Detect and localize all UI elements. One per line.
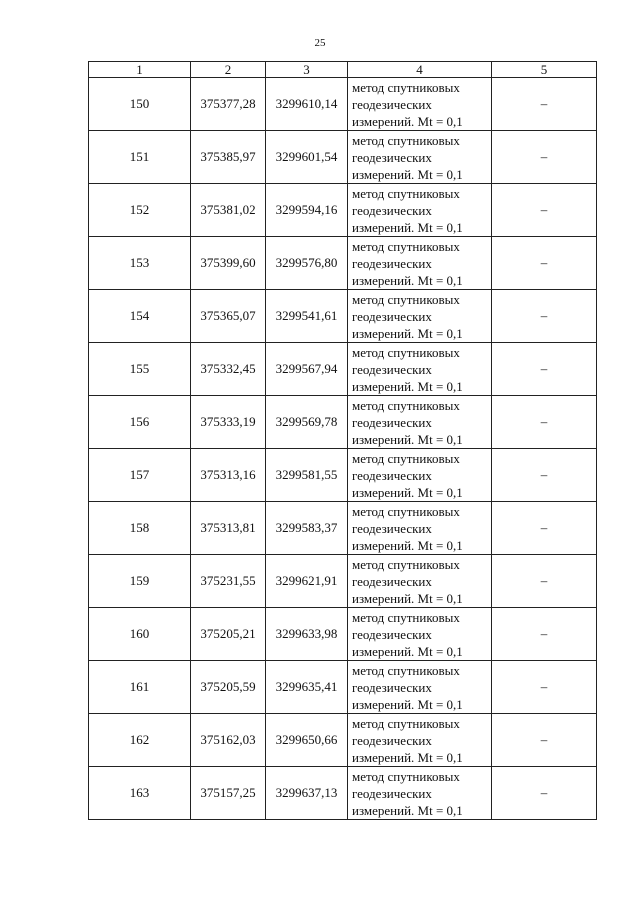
method-text-line: измерений. Mt = 0,1 — [352, 696, 463, 712]
table-row — [89, 449, 597, 502]
y-coordinate-cell: 3299601,54 — [266, 131, 348, 184]
note-cell: – — [492, 767, 597, 820]
note-cell: – — [492, 608, 597, 661]
method-text-line: метод спутниковых — [352, 397, 460, 413]
table-row — [89, 290, 597, 343]
method-text-line: метод спутниковых — [352, 291, 460, 307]
method-text-line: геодезических — [352, 573, 432, 589]
method-text-line: геодезических — [352, 520, 432, 536]
method-text-line: измерений. Mt = 0,1 — [352, 431, 463, 447]
y-coordinate-cell: 3299635,41 — [266, 661, 348, 714]
y-coordinate-cell: 3299541,61 — [266, 290, 348, 343]
method-text-line: измерений. Mt = 0,1 — [352, 272, 463, 288]
method-cell — [348, 449, 492, 502]
method-cell — [348, 714, 492, 767]
method-text-line: геодезических — [352, 732, 432, 748]
table-row — [89, 184, 597, 237]
method-cell — [348, 131, 492, 184]
table-row — [89, 661, 597, 714]
method-text-line: метод спутниковых — [352, 238, 460, 254]
x-coordinate-cell: 375162,03 — [191, 714, 266, 767]
table-row — [89, 767, 597, 820]
method-text-line: геодезических — [352, 149, 432, 165]
method-text-line: измерений. Mt = 0,1 — [352, 166, 463, 182]
x-coordinate-cell: 375157,25 — [191, 767, 266, 820]
method-text-line: метод спутниковых — [352, 132, 460, 148]
header-col-4: 4 — [348, 62, 492, 78]
x-coordinate-cell: 375205,59 — [191, 661, 266, 714]
method-text-line: измерений. Mt = 0,1 — [352, 590, 463, 606]
table-row — [89, 396, 597, 449]
method-text-line: измерений. Mt = 0,1 — [352, 802, 463, 818]
method-text-line: метод спутниковых — [352, 662, 460, 678]
method-cell — [348, 661, 492, 714]
y-coordinate-cell: 3299583,37 — [266, 502, 348, 555]
method-cell — [348, 502, 492, 555]
method-text-line: метод спутниковых — [352, 768, 460, 784]
y-coordinate-cell: 3299567,94 — [266, 343, 348, 396]
point-number-cell: 150 — [89, 78, 191, 131]
note-cell: – — [492, 290, 597, 343]
point-number-cell: 157 — [89, 449, 191, 502]
method-text-line: метод спутниковых — [352, 185, 460, 201]
method-text-line: измерений. Mt = 0,1 — [352, 219, 463, 235]
y-coordinate-cell: 3299621,91 — [266, 555, 348, 608]
method-text-line: измерений. Mt = 0,1 — [352, 749, 463, 765]
table-row — [89, 555, 597, 608]
method-cell — [348, 290, 492, 343]
table-header — [89, 62, 597, 78]
y-coordinate-cell: 3299576,80 — [266, 237, 348, 290]
method-text-line: метод спутниковых — [352, 79, 460, 95]
header-col-5: 5 — [492, 62, 597, 78]
point-number-cell: 160 — [89, 608, 191, 661]
method-cell — [348, 608, 492, 661]
x-coordinate-cell: 375333,19 — [191, 396, 266, 449]
header-row — [89, 62, 597, 78]
y-coordinate-cell: 3299594,16 — [266, 184, 348, 237]
method-text-line: измерений. Mt = 0,1 — [352, 537, 463, 553]
method-text-line: метод спутниковых — [352, 450, 460, 466]
point-number-cell: 155 — [89, 343, 191, 396]
y-coordinate-cell: 3299569,78 — [266, 396, 348, 449]
x-coordinate-cell: 375377,28 — [191, 78, 266, 131]
y-coordinate-cell: 3299610,14 — [266, 78, 348, 131]
method-text-line: измерений. Mt = 0,1 — [352, 113, 463, 129]
method-text-line: геодезических — [352, 96, 432, 112]
coordinates-table — [88, 61, 597, 820]
x-coordinate-cell: 375205,21 — [191, 608, 266, 661]
note-cell: – — [492, 396, 597, 449]
method-cell — [348, 555, 492, 608]
point-number-cell: 152 — [89, 184, 191, 237]
point-number-cell: 154 — [89, 290, 191, 343]
method-text-line: геодезических — [352, 361, 432, 377]
note-cell: – — [492, 661, 597, 714]
method-cell — [348, 343, 492, 396]
table-row — [89, 237, 597, 290]
page-number: 25 — [314, 37, 326, 49]
method-text-line: метод спутниковых — [352, 715, 460, 731]
method-cell — [348, 396, 492, 449]
header-col-2: 2 — [191, 62, 266, 78]
point-number-cell: 153 — [89, 237, 191, 290]
y-coordinate-cell: 3299650,66 — [266, 714, 348, 767]
x-coordinate-cell: 375365,07 — [191, 290, 266, 343]
x-coordinate-cell: 375231,55 — [191, 555, 266, 608]
method-text-line: измерений. Mt = 0,1 — [352, 378, 463, 394]
point-number-cell: 159 — [89, 555, 191, 608]
method-text-line: измерений. Mt = 0,1 — [352, 643, 463, 659]
table-body — [89, 78, 597, 820]
note-cell: – — [492, 237, 597, 290]
point-number-cell: 158 — [89, 502, 191, 555]
method-text-line: геодезических — [352, 626, 432, 642]
x-coordinate-cell: 375332,45 — [191, 343, 266, 396]
method-text-line: метод спутниковых — [352, 609, 460, 625]
method-text-line: измерений. Mt = 0,1 — [352, 484, 463, 500]
method-cell — [348, 184, 492, 237]
table-row — [89, 131, 597, 184]
note-cell: – — [492, 555, 597, 608]
point-number-cell: 156 — [89, 396, 191, 449]
point-number-cell: 163 — [89, 767, 191, 820]
note-cell: – — [492, 714, 597, 767]
table-row — [89, 78, 597, 131]
method-cell — [348, 78, 492, 131]
y-coordinate-cell: 3299637,13 — [266, 767, 348, 820]
note-cell: – — [492, 502, 597, 555]
point-number-cell: 162 — [89, 714, 191, 767]
method-text-line: геодезических — [352, 255, 432, 271]
table-row — [89, 343, 597, 396]
method-text-line: метод спутниковых — [352, 344, 460, 360]
method-text-line: геодезических — [352, 785, 432, 801]
method-text-line: метод спутниковых — [352, 503, 460, 519]
x-coordinate-cell: 375399,60 — [191, 237, 266, 290]
method-text-line: геодезических — [352, 308, 432, 324]
table-row — [89, 714, 597, 767]
table-row — [89, 502, 597, 555]
x-coordinate-cell: 375313,81 — [191, 502, 266, 555]
method-text-line: геодезических — [352, 467, 432, 483]
x-coordinate-cell: 375385,97 — [191, 131, 266, 184]
header-col-3: 3 — [266, 62, 348, 78]
method-text-line: геодезических — [352, 202, 432, 218]
y-coordinate-cell: 3299581,55 — [266, 449, 348, 502]
note-cell: – — [492, 184, 597, 237]
x-coordinate-cell: 375313,16 — [191, 449, 266, 502]
x-coordinate-cell: 375381,02 — [191, 184, 266, 237]
method-text-line: измерений. Mt = 0,1 — [352, 325, 463, 341]
note-cell: – — [492, 78, 597, 131]
note-cell: – — [492, 449, 597, 502]
table-row — [89, 608, 597, 661]
method-cell — [348, 767, 492, 820]
y-coordinate-cell: 3299633,98 — [266, 608, 348, 661]
point-number-cell: 161 — [89, 661, 191, 714]
header-col-1: 1 — [89, 62, 191, 78]
method-text-line: геодезических — [352, 414, 432, 430]
point-number-cell: 151 — [89, 131, 191, 184]
note-cell: – — [492, 131, 597, 184]
method-text-line: геодезических — [352, 679, 432, 695]
note-cell: – — [492, 343, 597, 396]
method-text-line: метод спутниковых — [352, 556, 460, 572]
method-cell — [348, 237, 492, 290]
